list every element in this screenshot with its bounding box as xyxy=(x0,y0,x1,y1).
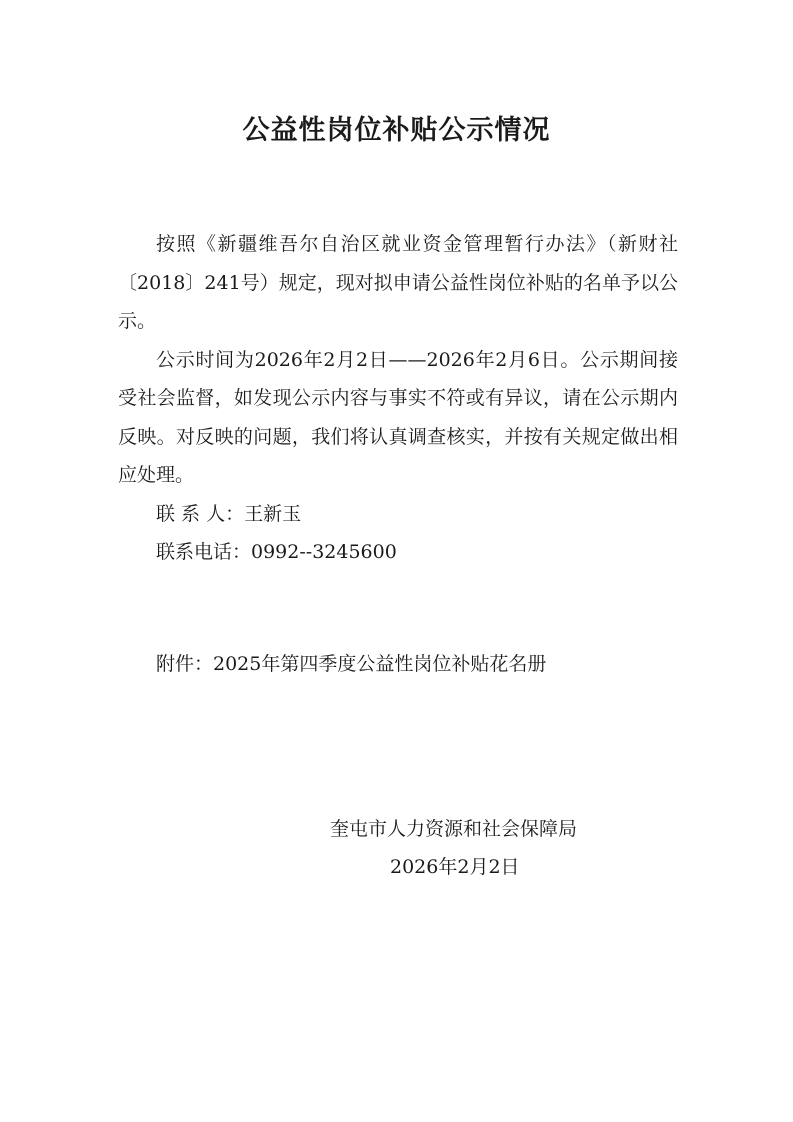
issuer-name: 奎屯市人力资源和社会保障局 xyxy=(330,818,578,840)
contact-person: 联 系 人：王新玉 xyxy=(156,502,302,525)
paragraph-period: 公示时间为2026年2月2日——2026年2月6日。公示期间接受社会监督，如发现公示内容与事实不符或有异议，请在公示期内反映。对反映的问题，我们将认真调查核实，并按有关规定做出相应处理。 xyxy=(118,348,678,486)
attachment-note: 附件：2025年第四季度公益性岗位补贴花名册 xyxy=(156,653,547,675)
issue-date: 2026年2月2日 xyxy=(390,856,520,878)
document-title: 公益性岗位补贴公示情况 xyxy=(242,115,551,146)
contact-phone: 联系电话：0992--3245600 xyxy=(156,541,397,563)
paragraph-basis: 按照《新疆维吾尔自治区就业资金管理暂行办法》（新财社〔2018〕241号）规定，现对拟申请公益性岗位补贴的名单予以公示。 xyxy=(118,233,678,332)
signature-block xyxy=(330,810,577,886)
document-body xyxy=(118,225,678,572)
